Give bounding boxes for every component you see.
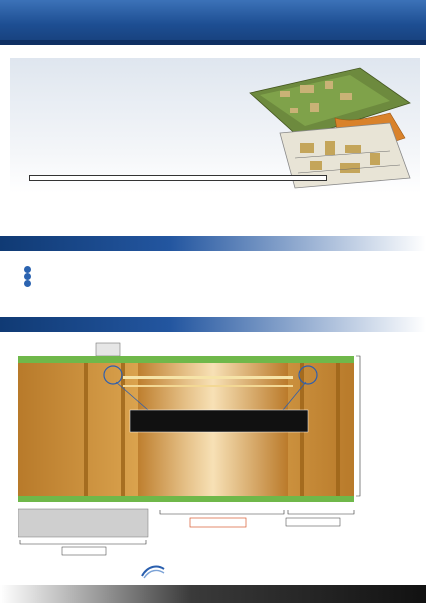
bullet-icon <box>24 266 31 273</box>
parts-area-left-bracket <box>20 540 146 544</box>
yamashita-logo-icon <box>140 563 166 579</box>
via <box>121 363 125 496</box>
rf-line <box>123 376 293 379</box>
parts-area-right-tag <box>286 518 340 526</box>
flexible-area-tag <box>190 518 246 527</box>
features-section-bar <box>0 236 426 251</box>
feature-item <box>24 266 34 273</box>
via <box>84 363 88 496</box>
resist-top <box>18 356 354 363</box>
via <box>336 363 340 496</box>
stiffener <box>18 509 148 537</box>
layer-structure-diagram <box>18 342 418 557</box>
callout-box <box>130 410 308 432</box>
layer-structure-section-bar <box>0 317 426 332</box>
header-banner <box>0 0 426 45</box>
parts-area-left-tag <box>62 547 106 555</box>
features-list <box>24 266 34 287</box>
bullet-icon <box>24 280 31 287</box>
thickness-bracket <box>356 356 360 496</box>
parts-area-right-bracket <box>288 510 354 514</box>
fpc-product-image <box>240 63 415 193</box>
spec-table <box>29 175 327 181</box>
resist-bottom <box>18 496 354 502</box>
header-stripe <box>0 40 426 45</box>
gnd-layer <box>123 385 293 387</box>
feature-item <box>24 273 34 280</box>
bullet-icon <box>24 273 31 280</box>
ic-chip <box>96 343 120 356</box>
feature-item <box>24 280 34 287</box>
footer-bar <box>0 585 426 603</box>
flexible-area-bracket <box>160 510 284 514</box>
